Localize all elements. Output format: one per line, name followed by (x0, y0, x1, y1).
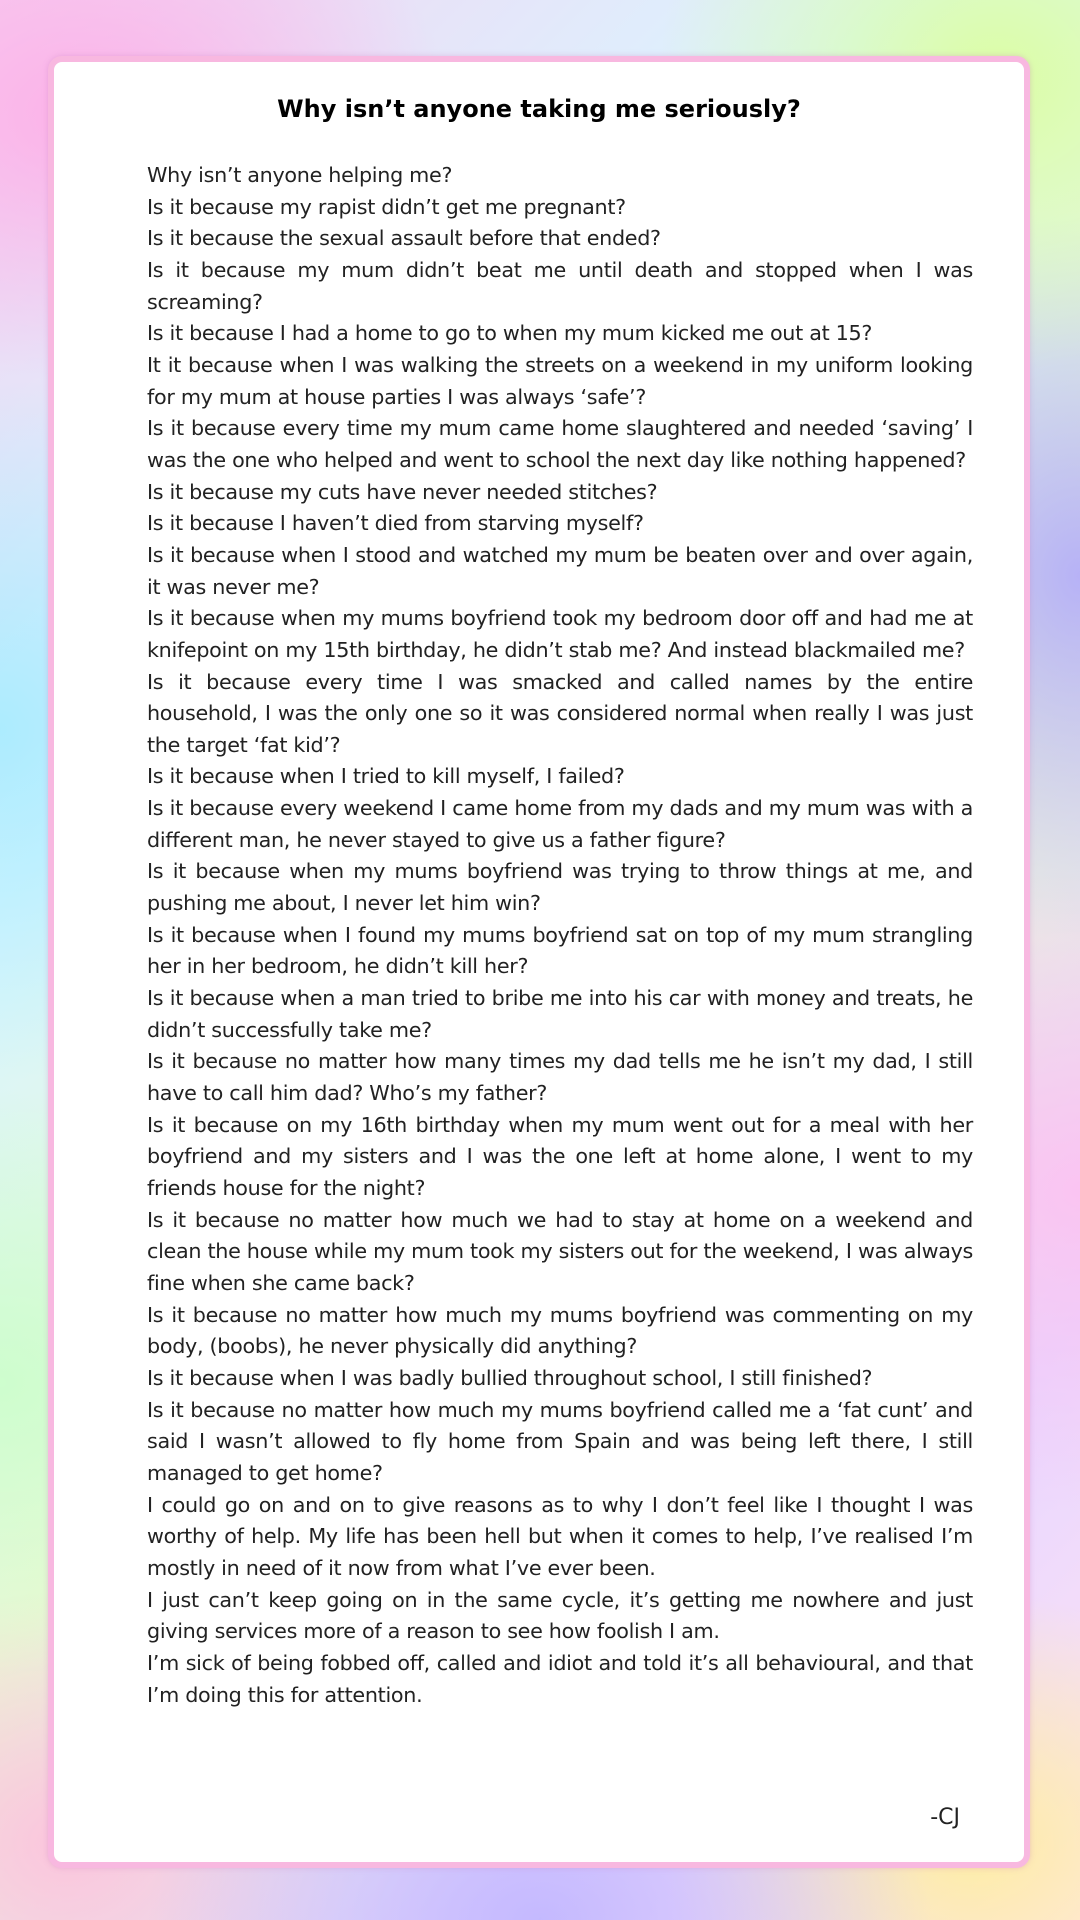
paragraph: Is it because my cuts have never needed stitches? (147, 479, 658, 504)
paragraph: Is it because on my 16th birthday when my mum went out for a meal with her boyfriend and my sisters and I was the one left at home alone, I went to my friends house for the night? (147, 1112, 973, 1200)
paragraph: Is it because every time I was smacked and called names by the entire household, I was the only one so it was considered normal when really I was just the target ‘fat kid’? (147, 669, 973, 757)
paragraph: Why isn’t anyone helping me? (147, 163, 453, 187)
paragraph: It it because when I was walking the streets on a weekend in my uniform looking for my mum at house parties I was always ‘safe’? (147, 352, 973, 409)
paragraph: Is it because the sexual assault before that ended? (147, 226, 661, 251)
paragraph: Is it because when my mums boyfriend was trying to throw things at me, and pushing me about, I never let him win? (147, 859, 973, 916)
paragraph: Is it because every time my mum came home slaughtered and needed ‘saving’ I was the one who helped and went to school the next day like nothing happened? (147, 416, 973, 472)
signature: -CJ (930, 1805, 960, 1831)
paragraph: Is it because when a man tried to bribe me into his car with money and treats, he didn’t successfully take me? (147, 986, 973, 1042)
paragraph: Is it because no matter how much my mums boyfriend called me a ‘fat cunt’ and said I wasn’t allowed to fly home from Spain and was being left there, I still managed to get home? (147, 1397, 973, 1485)
paragraph: Is it because my mum didn’t beat me until death and stopped when I was screaming? (147, 257, 973, 314)
paragraph: Is it because I haven’t died from starving myself? (147, 511, 644, 536)
paragraph: Is it because when I tried to kill myself, I failed? (147, 764, 625, 789)
paragraph: Is it because every weekend I came home from my dads and my mum was with a different man, he never stayed to give us a father figure? (147, 796, 973, 852)
paragraph: I just can’t keep going on in the same cycle, it’s getting me nowhere and just giving services more of a reason to see how foolish I am. (147, 1587, 973, 1644)
paragraph: Is it because I had a home to go to when my mum kicked me out at 15? (147, 321, 873, 346)
paragraph: Is it because when I stood and watched my mum be beaten over and over again, it was never me? (147, 542, 973, 599)
letter-body (147, 160, 973, 1711)
paragraph: Is it because my rapist didn’t get me pregnant? (147, 194, 626, 219)
paragraph: Is it because no matter how much my mums boyfriend was commenting on my body, (boobs), he never physically did anything? (147, 1302, 973, 1359)
paragraph: Is it because no matter how much we had to stay at home on a weekend and clean the house while my mum took my sisters out for the weekend, I was always fine when she came back? (147, 1207, 973, 1295)
letter-card (48, 56, 1030, 1868)
paragraph: Is it because no matter how many times my dad tells me he isn’t my dad, I still have to call him dad? Who’s my father? (147, 1049, 973, 1106)
paragraph: Is it because when I was badly bullied throughout school, I still finished? (147, 1365, 873, 1390)
paragraph: I’m sick of being fobbed off, called and idiot and told it’s all behavioural, and that I’m doing this for attention. (147, 1650, 973, 1707)
paragraph: Is it because when I found my mums boyfriend sat on top of my mum strangling her in her bedroom, he didn’t kill her? (147, 922, 973, 979)
paragraph: Is it because when my mums boyfriend took my bedroom door off and had me at knifepoint on my 15th birthday, he didn’t stab me? And instead blackmailed me? (147, 606, 973, 662)
paragraph: I could go on and on to give reasons as to why I don’t feel like I thought I was worthy of help. My life has been hell but when it comes to help, I’ve realised I’m mostly in need of it now from what I’ve ever been. (147, 1492, 973, 1580)
letter-title: Why isn’t anyone taking me seriously? (277, 95, 801, 123)
